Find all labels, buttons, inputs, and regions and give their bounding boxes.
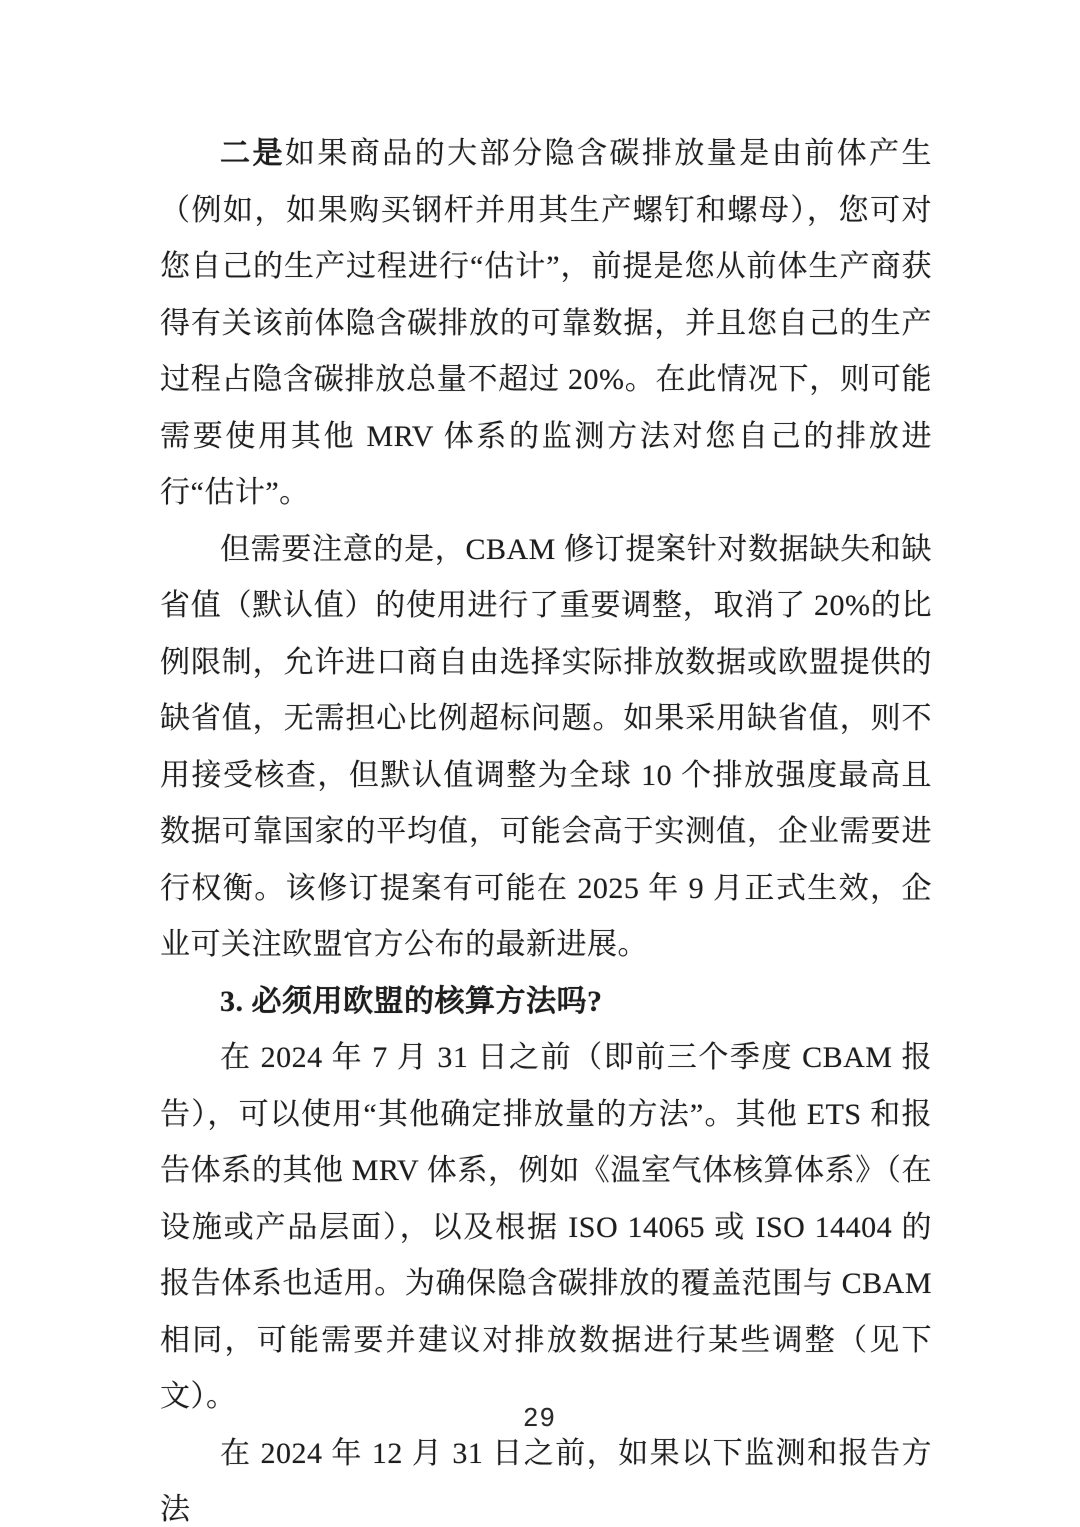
paragraph: 在 2024 年 12 月 31 日之前，如果以下监测和报告方法 [160,1436,932,1526]
page-content [160,126,932,1527]
paragraph [160,126,932,522]
paragraph-bold-lead: 二是 [220,137,285,170]
paragraph-text: 如果商品的大部分隐含碳排放量是由前体产生（例如，如果购买钢杆并用其生产螺钉和螺母），您可对您自己的生产过程进行“估计”，前提是您从前体生产商获得有关该前体隐含碳排放的可靠数据，并且您自己的生产过程占隐含碳排放总量不超过 20%。在此情况下，则可能需要使用其他 MRV 体系的监测方法对您自己的排放进行“估计”。 [160,137,933,509]
page-number: 29 [523,1402,557,1432]
section-heading: 3. 必须用欧盟的核算方法吗? [220,984,603,1018]
paragraph: 在 2024 年 7 月 31 日之前（即前三个季度 CBAM 报告），可以使用“其他确定排放量的方法”。其他 ETS 和报告体系的其他 MRV 体系，例如《温室气体核算体系》（在设施或产品层面），以及根据 ISO 14065 或 ISO 14404 的报告体系也适用。为确保隐含碳排放的覆盖范围与 CBAM 相同，可能需要并建议对排放数据进行某些调整（见下文）。 [160,1041,932,1413]
paragraph: 但需要注意的是，CBAM 修订提案针对数据缺失和缺省值（默认值）的使用进行了重要调整，取消了 20%的比例限制，允许进口商自由选择实际排放数据或欧盟提供的缺省值，无需担心比例超标问题。如果采用缺省值，则不用接受核查，但默认值调整为全球 10 个排放强度最高且数据可靠国家的平均值，可能会高于实测值，企业需要进行权衡。该修订提案有可能在 2025 年 9 月正式生效，企业可关注欧盟官方公布的最新进展。 [160,532,932,961]
